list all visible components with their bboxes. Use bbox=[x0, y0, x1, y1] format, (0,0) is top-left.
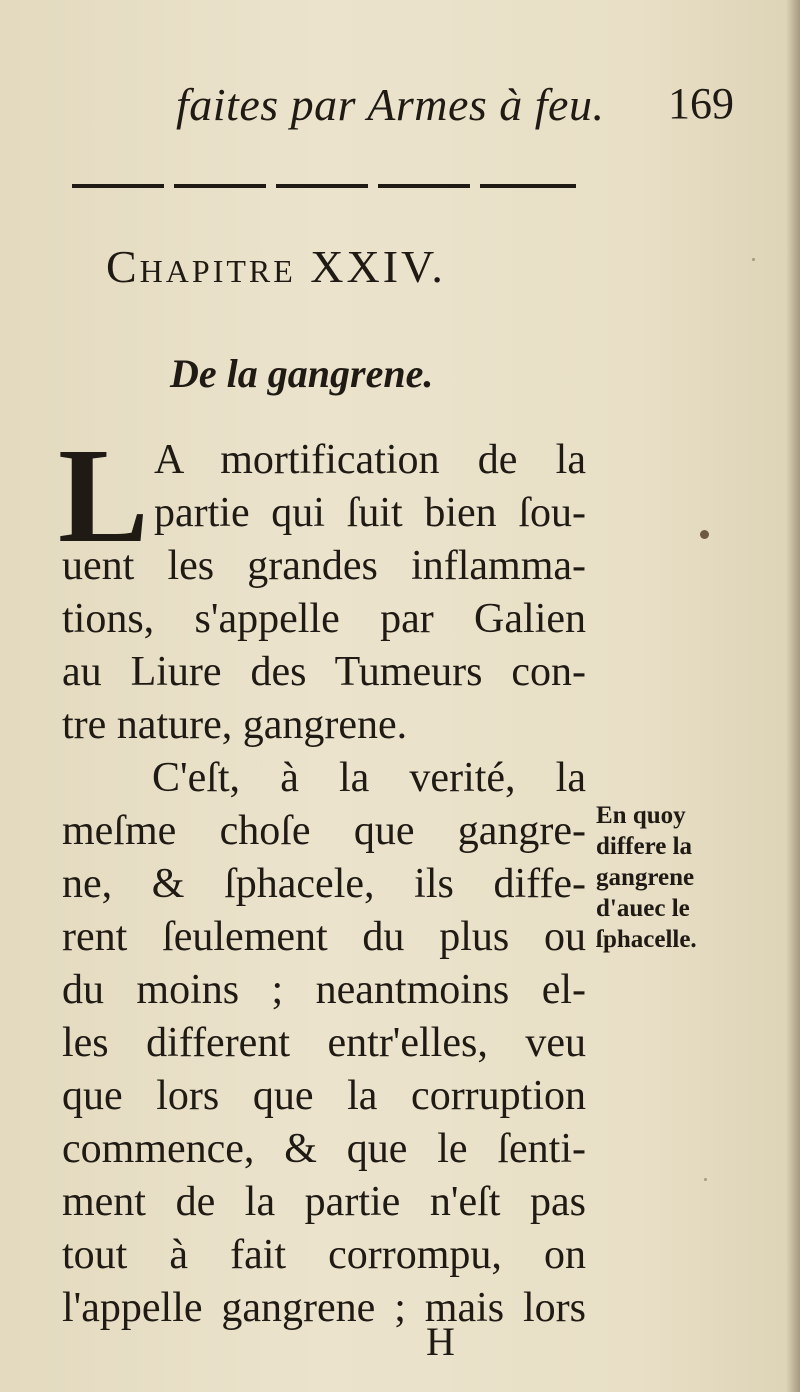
text-line: ment de la partie n'eſt pas bbox=[62, 1179, 586, 1225]
body-text bbox=[58, 421, 586, 1335]
margin-note-line: En quoy bbox=[596, 802, 686, 829]
text-line: uent les grandes inflamma- bbox=[62, 543, 586, 589]
margin-note-line: differe la bbox=[596, 833, 693, 860]
text-line: les different entr'elles, veu bbox=[62, 1020, 586, 1066]
paper-speck bbox=[700, 530, 709, 539]
text-line: l'appelle gangrene ; mais lors bbox=[62, 1285, 586, 1331]
text-line: rent ſeulement du plus ou bbox=[62, 914, 586, 960]
margin-note-line: ſphacelle. bbox=[596, 926, 697, 953]
text-line: tout à fait corrompu, on bbox=[62, 1232, 586, 1278]
page-number: 169 bbox=[668, 79, 734, 128]
margin-note bbox=[596, 800, 746, 955]
paper-speck bbox=[752, 258, 755, 261]
text-line: meſme choſe que gangre- bbox=[62, 808, 586, 854]
margin-note-line: d'auec le bbox=[596, 895, 690, 922]
margin-note-line: gangrene bbox=[596, 864, 695, 891]
paper-speck bbox=[704, 1178, 707, 1181]
ornamental-rule bbox=[72, 180, 576, 192]
text-line: du moins ; neantmoins el- bbox=[62, 967, 586, 1013]
text-line: A mortification de la bbox=[154, 437, 586, 483]
text-line: C'eſt, à la verité, la bbox=[152, 755, 586, 801]
section-title: De la gangrene. bbox=[170, 351, 434, 396]
text-line: au Liure des Tumeurs con- bbox=[62, 649, 586, 695]
chapter-title: Chapitre XXIV. bbox=[106, 241, 446, 292]
dropcap-letter: L bbox=[58, 421, 149, 571]
signature-mark: H bbox=[426, 1319, 455, 1364]
text-line: ne, & ſphacele, ils diffe- bbox=[62, 861, 586, 907]
running-head: faites par Armes à feu. bbox=[176, 79, 605, 130]
text-line: tions, s'appelle par Galien bbox=[62, 596, 586, 642]
page-edge-shadow bbox=[786, 0, 800, 1392]
text-line: commence, & que le ſenti- bbox=[62, 1126, 586, 1172]
text-line: partie qui ſuit bien ſou- bbox=[154, 490, 586, 536]
text-line: que lors que la corruption bbox=[62, 1073, 586, 1119]
text-line: tre nature, gangrene. bbox=[62, 702, 408, 748]
